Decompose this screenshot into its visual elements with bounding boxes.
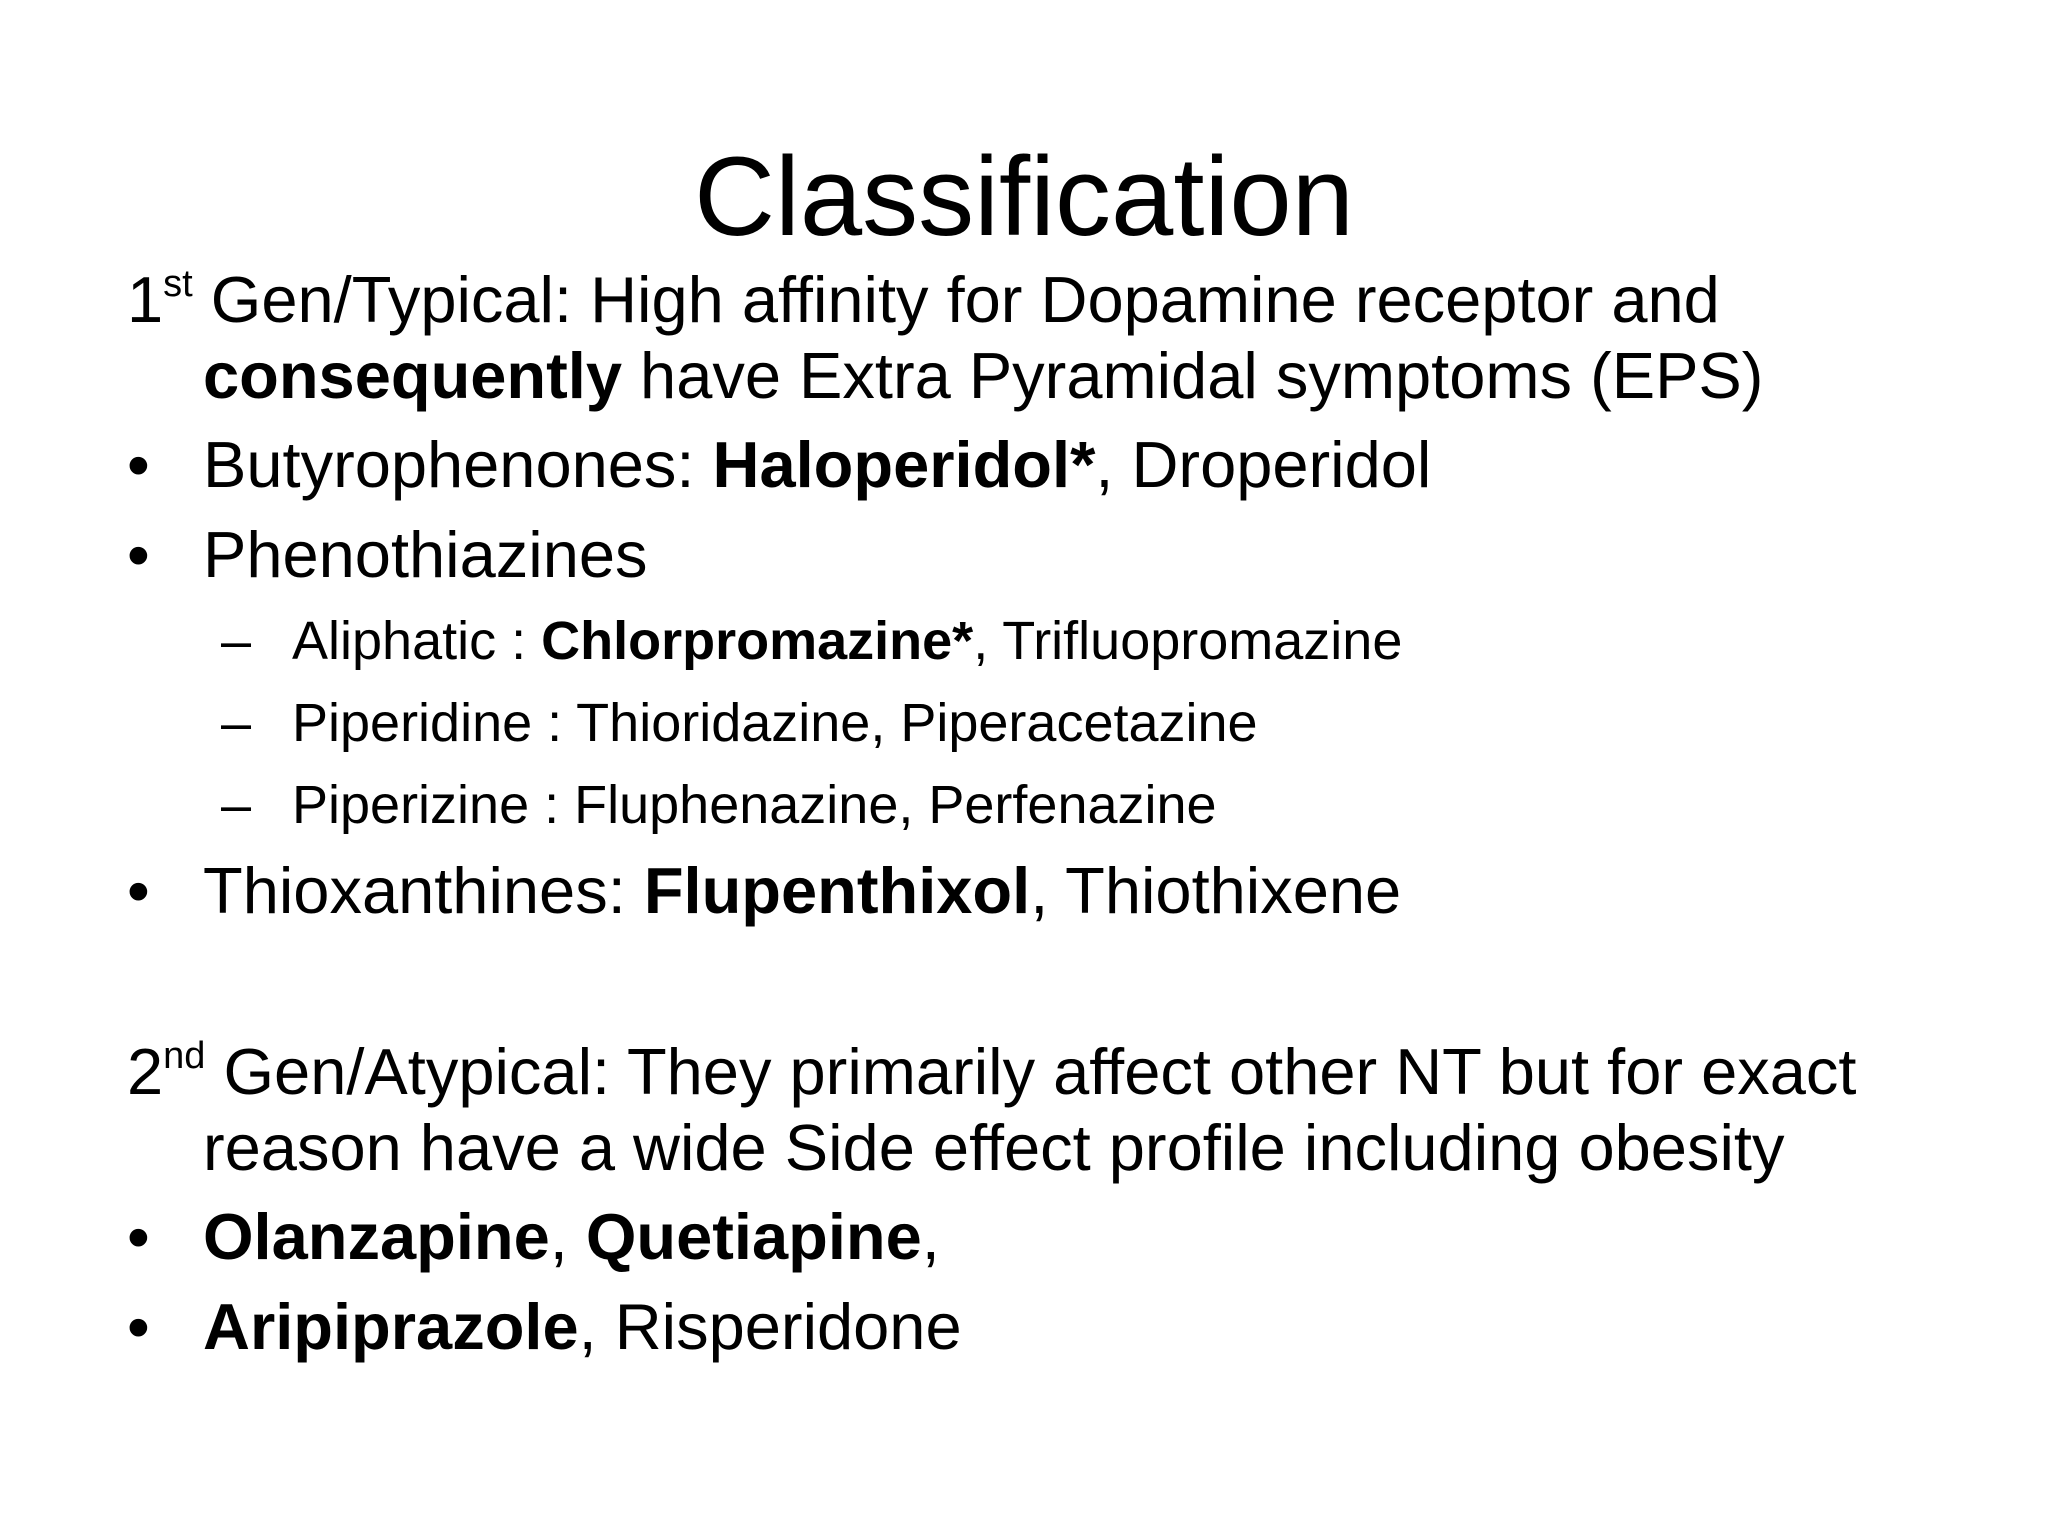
sub-list-item: [127, 600, 1987, 682]
first-gen-heading: [127, 262, 1987, 414]
item-mid: ,: [549, 1200, 586, 1273]
second-gen-heading: [127, 1034, 1983, 1186]
bullet-icon: •: [127, 854, 150, 927]
sub-item-bold: Chlorpromazine*: [541, 611, 974, 671]
item-bold: Flupenthixol: [643, 854, 1031, 927]
item-suffix: , Droperidol: [1095, 428, 1432, 501]
list-item: [127, 1282, 1987, 1372]
item-bold: Aripiprazole: [203, 1290, 579, 1363]
second-gen-text: Gen/Atypical: They primarily affect other NT but for exact reason have a wide Side effect profile including obesity: [203, 1035, 1857, 1184]
sub-item-prefix: Piperizine : Fluphenazine, Perfenazine: [292, 775, 1217, 835]
item-suffix: , Thiothixene: [1030, 854, 1402, 927]
item-prefix: Phenothiazines: [203, 518, 648, 591]
bullet-icon: •: [127, 518, 150, 591]
list-item: [127, 1192, 1987, 1282]
first-gen-bold: consequently: [203, 339, 622, 412]
item-bold: Olanzapine: [203, 1200, 550, 1273]
sub-item-suffix: , Trifluopromazine: [973, 611, 1403, 671]
list-item: [127, 846, 1987, 936]
item-mid: , Risperidone: [578, 1290, 962, 1363]
spacer: [127, 936, 1987, 1034]
first-gen-text-a: Gen/Typical: High affinity for Dopamine receptor and: [192, 263, 1720, 336]
sub-item-prefix: Piperidine : Thioridazine, Piperacetazine: [292, 693, 1258, 753]
item-prefix: Butyrophenones:: [203, 428, 713, 501]
bullet-icon: •: [127, 1200, 150, 1273]
dash-icon: –: [221, 693, 252, 753]
first-gen-text-b: have Extra Pyramidal symptoms (EPS): [621, 339, 1764, 412]
list-item: [127, 510, 1987, 600]
list-item: [127, 420, 1987, 510]
slide-body: [127, 262, 1987, 1372]
bullet-icon: •: [127, 428, 150, 501]
sub-list-item: [127, 764, 1987, 846]
second-gen-ordinal: nd: [163, 1035, 206, 1077]
bullet-icon: •: [127, 1290, 150, 1363]
item-bold: Haloperidol*: [712, 428, 1096, 501]
item-prefix: Thioxanthines:: [203, 854, 644, 927]
first-gen-number: 1: [127, 263, 164, 336]
slide-title: Classification: [694, 134, 1354, 259]
first-gen-ordinal: st: [163, 263, 193, 305]
sub-item-prefix: Aliphatic :: [292, 611, 542, 671]
sub-list-item: [127, 682, 1987, 764]
dash-icon: –: [221, 775, 252, 835]
second-gen-number: 2: [127, 1035, 164, 1108]
dash-icon: –: [221, 611, 252, 671]
item-bold-2: Quetiapine: [585, 1200, 922, 1273]
item-suffix: ,: [921, 1200, 940, 1273]
